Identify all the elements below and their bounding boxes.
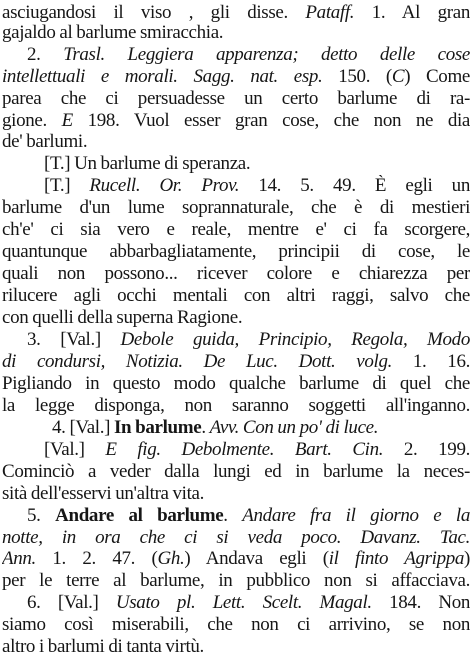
text-line: gajaldo al barlume smiracchia. xyxy=(2,22,224,43)
sense-heading-2: 2. Trasl. Leggiera apparenza; detto delle cose xyxy=(27,44,470,65)
sense-heading-5: 5. Andare al barlume. Andare fra il giorno e la xyxy=(27,505,470,526)
italic-run: Trasl. Leggiera apparenza; detto delle cose xyxy=(63,44,470,65)
italic-run: Usato pl. Lett. Scelt. Magal. xyxy=(115,592,372,613)
text-line: la legge disponga, non saranno soggetti all'inganno. xyxy=(2,395,470,416)
sense-heading-3: 3. [Val.] Debole guida, Principio, Regola, Modo xyxy=(27,329,470,350)
text-line: barlume d'un lume soprannaturale, che è di mestieri xyxy=(2,197,470,218)
text-line: quantunque abbarbagliatamente, principii di cose, le xyxy=(2,241,470,262)
bold-run: In barlume xyxy=(113,417,202,438)
bold-run: Andare al barlume xyxy=(55,505,224,526)
italic-run: intellettuali e morali. Sagg. nat. esp. xyxy=(2,66,323,87)
text-line: parea che ci persuadesse un certo barlume di ra- xyxy=(2,88,470,109)
text-line: di condursi, Notizia. De Luc. Dott. volg. 1. 16. xyxy=(2,351,470,372)
text-line: gione. E 198. Vuol esser gran cose, che non ne dia xyxy=(2,110,470,131)
text-line: sità dell'esservi un'altra vita. xyxy=(2,483,205,504)
italic-run: di condursi, Notizia. De Luc. Dott. volg. xyxy=(2,351,393,372)
text-line xyxy=(2,527,470,549)
text-line: con quelli della superna Ragione. xyxy=(2,307,243,328)
text-line: intellettuali e morali. Sagg. nat. esp. 150. (C) Come xyxy=(2,66,470,87)
sense-heading-4: 4. [Val.] In barlume. Avv. Con un po' di luce. xyxy=(52,417,379,438)
text-line: Pigliando in questo modo qualche barlume di quel che xyxy=(2,373,470,394)
text-line: Cominciò a veder dalla lungi ed in barlume la neces- xyxy=(2,461,470,482)
text-line: [T.] Un barlume di speranza. xyxy=(44,153,251,174)
italic-run: C xyxy=(391,66,405,87)
text-line: asciugandosi il viso , gli disse. Pataff. 1. Al gran xyxy=(2,2,470,23)
italic-run: Gh. xyxy=(157,548,185,569)
italic-run: Debole guida, Principio, Regola, Modo xyxy=(120,329,470,350)
text-line: Ann. 1. 2. 47. (Gh.) Andava egli (il finto Agrippa) xyxy=(2,548,470,569)
italic-run: Ann. xyxy=(2,548,36,569)
italic-run: Andare fra il giorno e la xyxy=(242,505,470,526)
text-line: rilucere agli occhi mentali con altri raggi, salvo che xyxy=(2,285,470,306)
text-line: altro i barlumi di tanta virtù. xyxy=(2,636,204,657)
italic-run: Rucell. Or. Prov. xyxy=(89,175,240,196)
italic-run: E xyxy=(61,110,73,131)
italic-run: Pataff. xyxy=(305,2,355,23)
text-line: quali non possono... ricever colore e chiarezza per xyxy=(2,263,470,284)
italic-run: il finto Agrippa xyxy=(328,548,465,569)
text-line: siamo così miserabili, che non ci arrivino, se non xyxy=(2,614,470,635)
text-line: de' barlumi. xyxy=(2,131,88,152)
text-line: [T.] Rucell. Or. Prov. 14. 5. 49. È egli un xyxy=(44,175,470,196)
italic-run: notte, in ora che ci si veda poco. Davanz. Tac. xyxy=(2,527,470,548)
text-line: ch'e' ci sia vero e reale, mentre e' ci fa scorgere, xyxy=(2,219,470,240)
text-line: per le terre al barlume, in pubblico non si affacciava. xyxy=(2,570,470,591)
italic-run: E fig. Debolmente. Bart. Cin. xyxy=(105,439,384,460)
sense-heading-6: 6. [Val.] Usato pl. Lett. Scelt. Magal. 184. Non xyxy=(27,592,470,613)
italic-run: Avv. Con un po' di luce. xyxy=(209,417,379,438)
text-line: [Val.] E fig. Debolmente. Bart. Cin. 2. 199. xyxy=(44,439,470,460)
